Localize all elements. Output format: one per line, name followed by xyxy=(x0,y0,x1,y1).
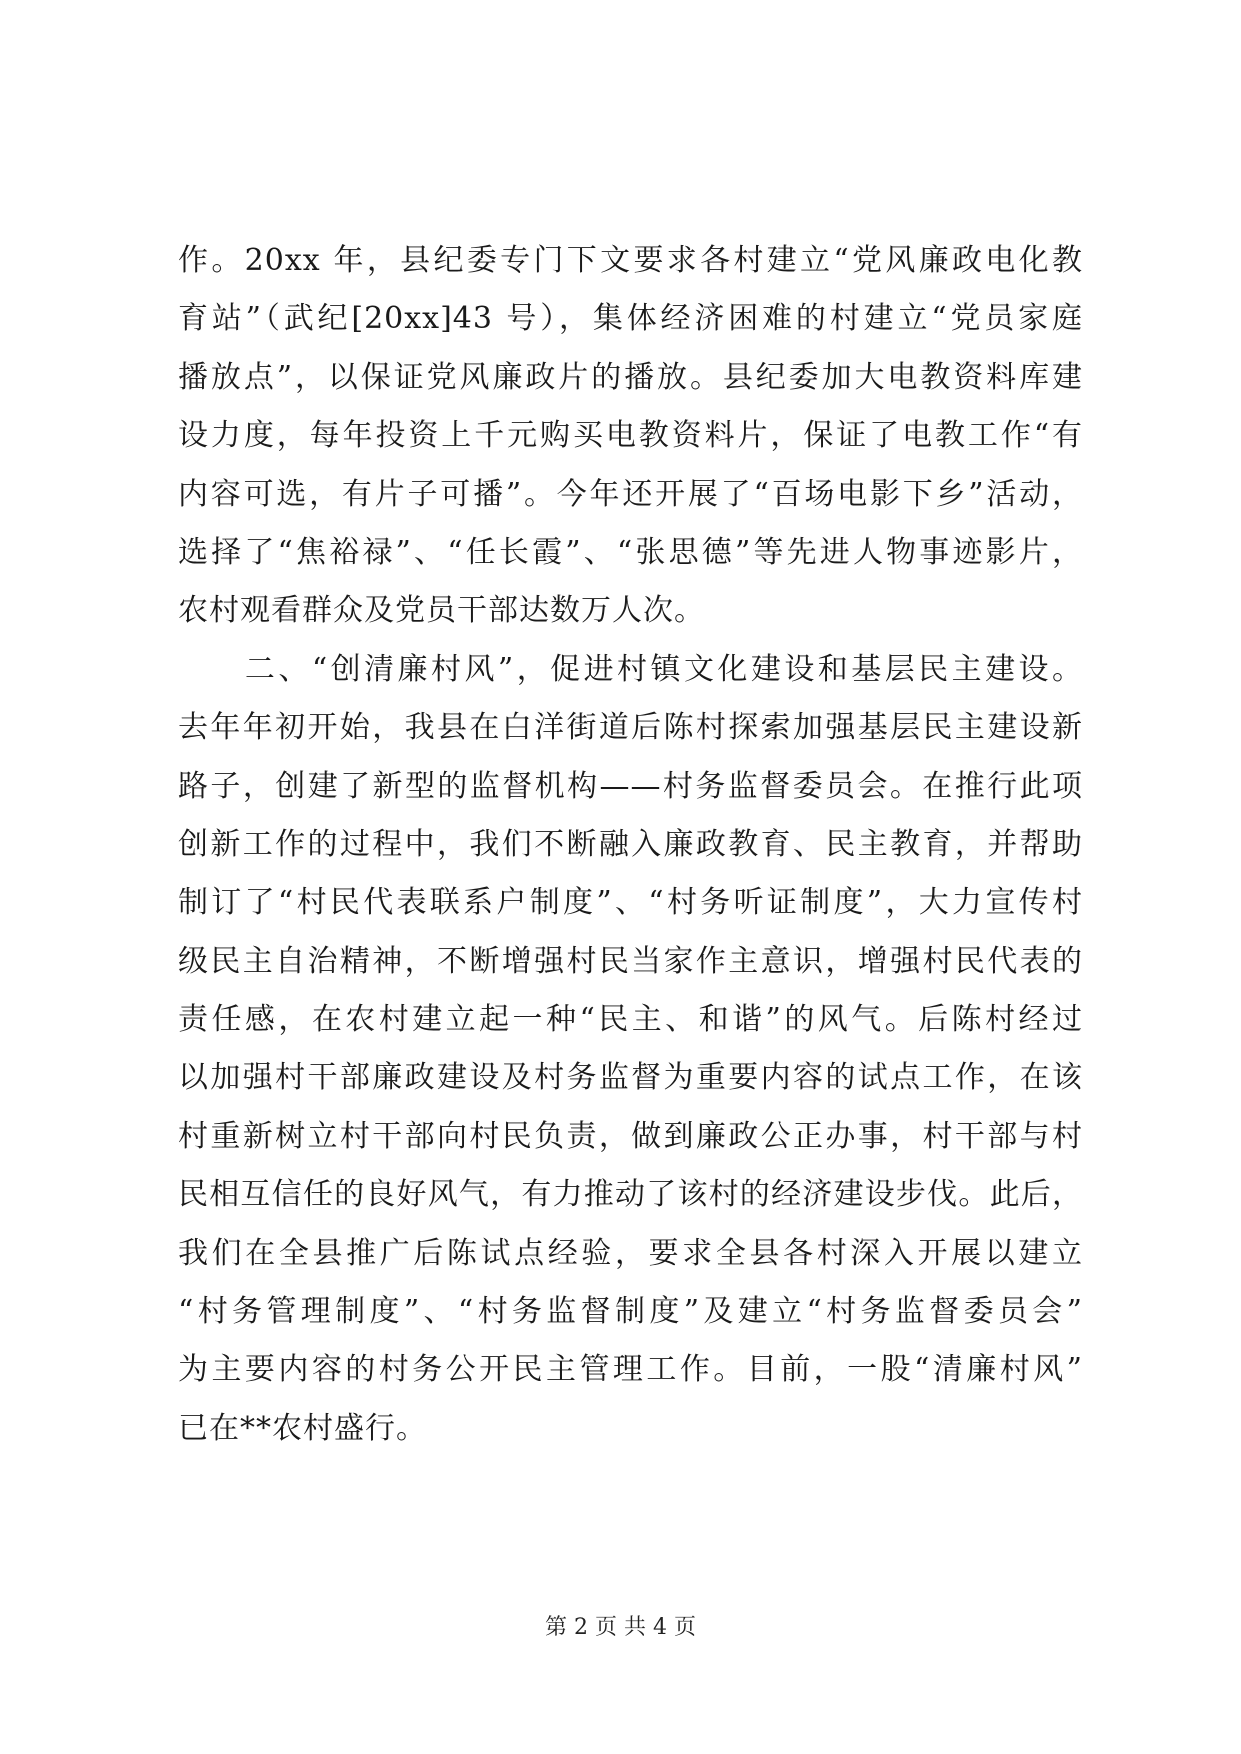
page-footer xyxy=(0,1610,1241,1641)
section-heading-line: 二、“创清廉村风”，促进村镇文化建设和基层民主建设。 xyxy=(178,651,1083,687)
text-line: 民相互信任的良好风气，有力推动了该村的经济建设步伐。此后， xyxy=(178,1177,1083,1213)
text-line: “村务管理制度”、“村务监督制度”及建立“村务监督委员会” xyxy=(178,1294,1083,1330)
text-line: 村重新树立村干部向村民负责，做到廉政公正办事，村干部与村 xyxy=(178,1118,1083,1154)
page-number: 第 2 页 共 4 页 xyxy=(545,1615,696,1640)
text-line: 为主要内容的村务公开民主管理工作。目前，一股“清廉村风” xyxy=(178,1352,1083,1388)
text-line: 创新工作的过程中，我们不断融入廉政教育、民主教育，并帮助 xyxy=(178,826,1083,862)
text-line: 责任感，在农村建立起一种“民主、和谐”的风气。后陈村经过 xyxy=(178,1002,1083,1038)
text-line: 级民主自治精神，不断增强村民当家作主意识，增强村民代表的 xyxy=(178,943,1083,979)
text-line: 制订了“村民代表联系户制度”、“村务听证制度”，大力宣传村 xyxy=(178,885,1083,921)
text-line: 以加强村干部廉政建设及村务监督为重要内容的试点工作，在该 xyxy=(178,1060,1083,1096)
text-line: 选择了“焦裕禄”、“任长霞”、“张思德”等先进人物事迹影片， xyxy=(178,534,1083,570)
text-line: 农村观看群众及党员干部达数万人次。 xyxy=(178,593,705,629)
text-line: 去年年初开始，我县在白洋街道后陈村探索加强基层民主建设新 xyxy=(178,710,1083,746)
text-line: 路子，创建了新型的监督机构——村务监督委员会。在推行此项 xyxy=(178,768,1083,804)
text-line: 已在**农村盛行。 xyxy=(178,1410,427,1446)
text-line: 播放点”，以保证党风廉政片的播放。县纪委加大电教资料库建 xyxy=(178,359,1083,395)
body-text xyxy=(178,232,1083,1458)
text-line: 育站”（武纪[20xx]43 号），集体经济困难的村建立“党员家庭 xyxy=(178,301,1083,337)
text-line: 我们在全县推广后陈试点经验，要求全县各村深入开展以建立 xyxy=(178,1235,1083,1271)
text-line: 内容可选，有片子可播”。今年还开展了“百场电影下乡”活动， xyxy=(178,476,1083,512)
text-line: 作。20xx 年，县纪委专门下文要求各村建立“党风廉政电化教 xyxy=(178,243,1083,278)
text-line: 设力度，每年投资上千元购买电教资料片，保证了电教工作“有 xyxy=(178,418,1083,454)
